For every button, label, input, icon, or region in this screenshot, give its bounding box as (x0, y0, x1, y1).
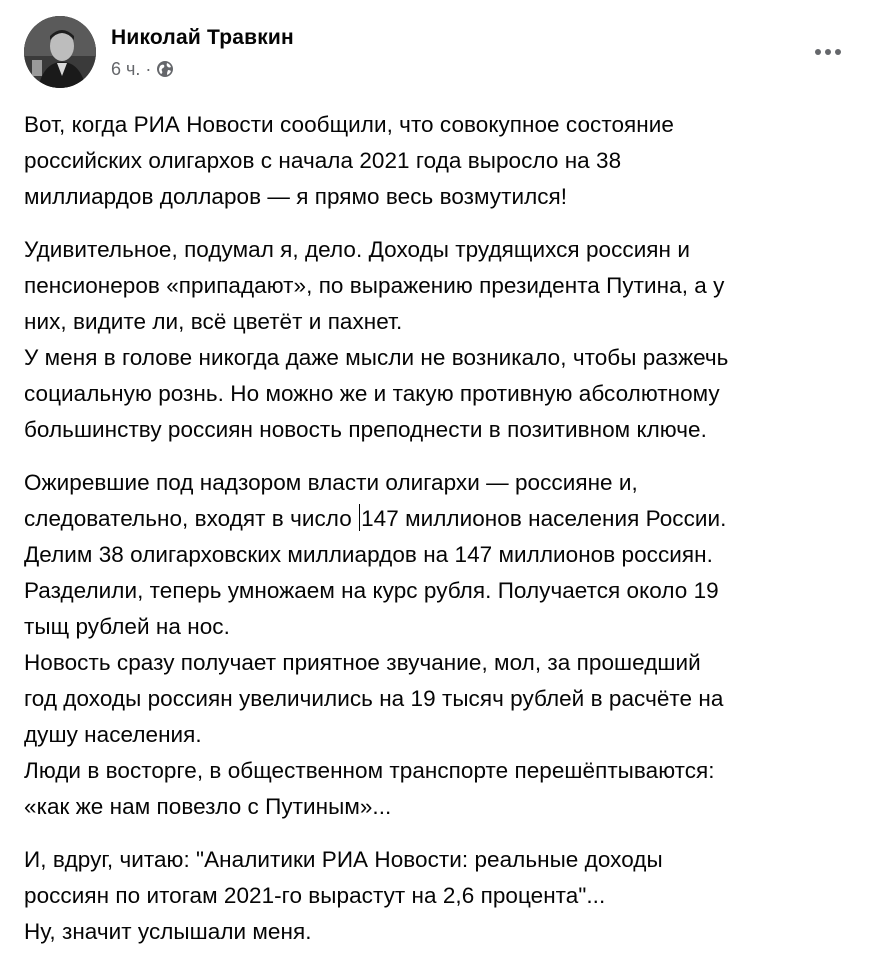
paragraph-1 (24, 107, 854, 215)
post-body (24, 107, 854, 967)
text-line: пенсионеров «припадают», по выражению президента Путина, а у (24, 273, 725, 298)
post-subline (111, 58, 294, 80)
paragraph-3 (24, 465, 854, 825)
author-name[interactable]: Николай Травкин (111, 26, 294, 49)
more-dot (825, 49, 831, 55)
text-line: Ожиревшие под надзором власти олигархи — россияне и, (24, 470, 638, 495)
text-line (24, 501, 854, 537)
text-line: тыщ рублей на нос. (24, 614, 230, 639)
post-options-button[interactable] (810, 34, 846, 70)
more-dot (835, 49, 841, 55)
text-segment: 147 миллионов населения России. (361, 506, 727, 531)
text-line: У меня в голове никогда даже мысли не возникало, чтобы разжечь (24, 345, 729, 370)
text-line: Люди в восторге, в общественном транспорте перешёптываются: (24, 758, 715, 783)
paragraph-2 (24, 232, 854, 448)
text-line: И, вдруг, читаю: "Аналитики РИА Новости: реальные доходы (24, 847, 663, 872)
post-timestamp[interactable]: 6 ч. (111, 59, 141, 79)
text-line: российских олигархов с начала 2021 года выросло на 38 (24, 148, 622, 173)
text-line: Разделили, теперь умножаем на курс рубля. Получается около 19 (24, 578, 719, 603)
author-avatar[interactable] (24, 16, 96, 88)
text-line: них, видите ли, всё цветёт и пахнет. (24, 309, 403, 334)
text-line: Новость сразу получает приятное звучание, мол, за прошедший (24, 650, 701, 675)
text-line: Делим 38 олигарховских миллиардов на 147 миллионов россиян. (24, 542, 713, 567)
text-line: Вот, когда РИА Новости сообщили, что совокупное состояние (24, 112, 674, 137)
globe-icon[interactable] (156, 60, 174, 78)
post-meta (111, 16, 294, 80)
text-line: Ну, значит услышали меня. (24, 919, 312, 944)
separator-dot: · (145, 59, 152, 79)
text-line: социальную рознь. Но можно же и такую противную абсолютному (24, 381, 720, 406)
text-line: Удивительное, подумал я, дело. Доходы трудящихся россиян и (24, 237, 690, 262)
paragraph-4 (24, 842, 854, 950)
text-line: год доходы россиян увеличились на 19 тысяч рублей в расчёте на (24, 686, 724, 711)
text-line: россиян по итогам 2021-го вырастут на 2,6 процента"... (24, 883, 606, 908)
text-line: миллиардов долларов — я прямо весь возмутился! (24, 184, 568, 209)
post-header (24, 16, 294, 90)
text-line: большинству россиян новость преподнести в позитивном ключе. (24, 417, 707, 442)
text-line: «как же нам повезло с Путиным»... (24, 794, 392, 819)
avatar-photo (24, 16, 96, 88)
text-caret (359, 504, 360, 531)
text-line: душу населения. (24, 722, 202, 747)
more-horizontal-icon (815, 49, 821, 55)
text-segment: следовательно, входят в число (24, 506, 359, 531)
